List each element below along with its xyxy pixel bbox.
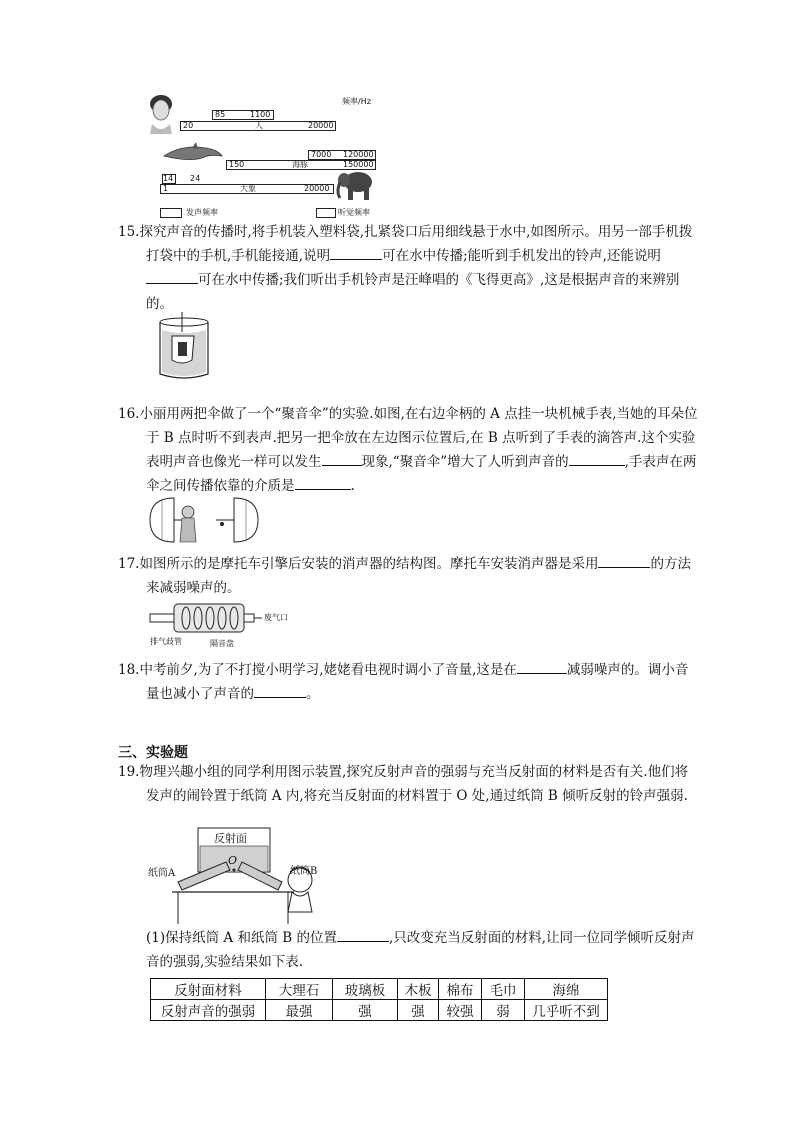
elephant-hear-low: 1: [163, 184, 169, 193]
answer-blank[interactable]: [598, 553, 650, 568]
dolphin-hear-low: 150: [229, 160, 245, 169]
human-emit-low: 85: [215, 110, 226, 119]
question-number: 17.: [118, 556, 140, 572]
table-cell: 海绵: [525, 979, 608, 1000]
answer-blank[interactable]: [337, 927, 389, 942]
tube-a-label: 纸筒A: [148, 868, 176, 879]
answer-blank[interactable]: [569, 451, 625, 466]
table-row: [151, 1000, 608, 1021]
question-19-part-1: (1)保持纸筒 A 和纸筒 B 的位置 ,只改变充当反射面的材料,让同一位同学倾听反射声音的强弱,实验结果如下表.: [146, 926, 698, 974]
dolphin-emit-high: 120000: [343, 150, 374, 159]
muffler-figure: [146, 600, 296, 650]
table-cell: 弱: [482, 1000, 525, 1021]
elephant-emit-high: 24: [190, 174, 201, 183]
question-17: 17.如图所示的是摩托车引擎后安装的消声器的结构图。摩托车安装消声器是采用 的方法来减弱噪声的。: [118, 552, 698, 600]
table-row: [151, 979, 608, 1000]
human-emit-high: 1100: [250, 110, 271, 119]
table-cell: 棉布: [439, 979, 482, 1000]
question-15: 15.探究声音的传播时,将手机装入塑料袋,扎紧袋口后用细线悬于水中,如图所示。用另一部手机拨打袋中的手机,手机能接通,说明 可在水中传播;能听到手机发出的铃声,还能说明可在水中传播;我们听出手机铃声是汪峰唱的《飞得更高》,这是根据声音的来辨别的。: [118, 224, 693, 312]
results-table: [150, 978, 608, 1021]
elephant-label: 大象: [240, 184, 256, 193]
reflector-label: 反射面: [214, 832, 247, 845]
table-cell: 几乎听不到: [525, 1000, 608, 1021]
answer-blank[interactable]: [295, 475, 351, 490]
human-hear-high: 20000: [308, 121, 334, 130]
question-number: 19.: [118, 764, 140, 780]
question-19: 19.物理兴趣小组的同学利用图示装置,探究反射声音的强弱与充当反射面的材料是否有关.他们将发声的闹铃置于纸筒 A 内,将充当反射面的材料置于 O 处,通过纸筒 B 倾听反射的铃声强弱.: [118, 764, 689, 804]
table-cell: 毛巾: [482, 979, 525, 1000]
table-cell: 较强: [439, 1000, 482, 1021]
legend-emit-label: 发声频率: [186, 208, 218, 217]
frequency-range-figure: [140, 92, 390, 220]
question-number: 15.: [118, 224, 140, 240]
reflection-experiment-figure: [148, 826, 328, 926]
table-cell: 反射面材料: [151, 979, 266, 1000]
answer-blank[interactable]: [146, 269, 198, 284]
answer-blank[interactable]: [322, 451, 362, 466]
tube-b-label: 纸筒B: [290, 866, 318, 877]
question-16: 16.小丽用两把伞做了一个“聚音伞”的实验.如图,在右边伞柄的 A 点挂一块机械手表,当她的耳朵位于 B 点时听不到表声.把另一把伞放在左边图示位置后,在 B 点听到了手表的滴答声.这个实验表明声音也像光一样可以发生 现象,“聚音伞”增大了人听到声音的 ,手表声在两伞之间传播依靠的介质是 .: [118, 406, 698, 494]
sound-insulation-plate-label: 隔音盘: [210, 639, 234, 648]
legend-emit-swatch: [160, 208, 182, 218]
dolphin-emit-low: 7000: [311, 150, 332, 159]
question-18: 18.中考前夕,为了不打搅小明学习,姥姥看电视时调小了音量,这是在 减弱噪声的。调小音量也减小了声音的 。: [118, 658, 698, 706]
table-cell: 强: [333, 1000, 398, 1021]
elephant-emit-low: 14: [163, 174, 174, 183]
table-cell: 玻璃板: [333, 979, 398, 1000]
dolphin-image: [162, 142, 224, 164]
human-hear-low: 20: [183, 121, 194, 130]
answer-blank[interactable]: [517, 659, 567, 674]
elephant-hear-high: 20000: [304, 184, 330, 193]
table-cell: 大理石: [266, 979, 333, 1000]
table-cell: 木板: [398, 979, 439, 1000]
umbrella-figure: [146, 496, 262, 544]
answer-blank[interactable]: [330, 245, 382, 260]
legend-hear-swatch: [316, 208, 336, 218]
table-cell: 反射声音的强弱: [151, 1000, 266, 1021]
question-number: 16.: [118, 406, 140, 422]
phone-in-water-figure: [158, 312, 210, 380]
elephant-image: [336, 168, 376, 202]
table-cell: 强: [398, 1000, 439, 1021]
answer-blank[interactable]: [254, 683, 306, 698]
human-label: 人: [255, 121, 263, 130]
section-heading: 三、实验题: [118, 745, 188, 761]
legend-hear-label: 听觉频率: [338, 208, 370, 217]
human-face-image: [146, 94, 176, 134]
exhaust-port-label: 废气口: [264, 613, 288, 622]
dolphin-label: 海豚: [292, 160, 308, 169]
table-cell: 最强: [266, 1000, 333, 1021]
point-o-label: O: [228, 854, 238, 867]
frequency-unit-label: 频率/Hz: [342, 97, 371, 106]
exhaust-manifold-label: 排气歧管: [150, 637, 182, 646]
question-number: 18.: [118, 662, 140, 678]
dolphin-hear-high: 150000: [343, 160, 374, 169]
